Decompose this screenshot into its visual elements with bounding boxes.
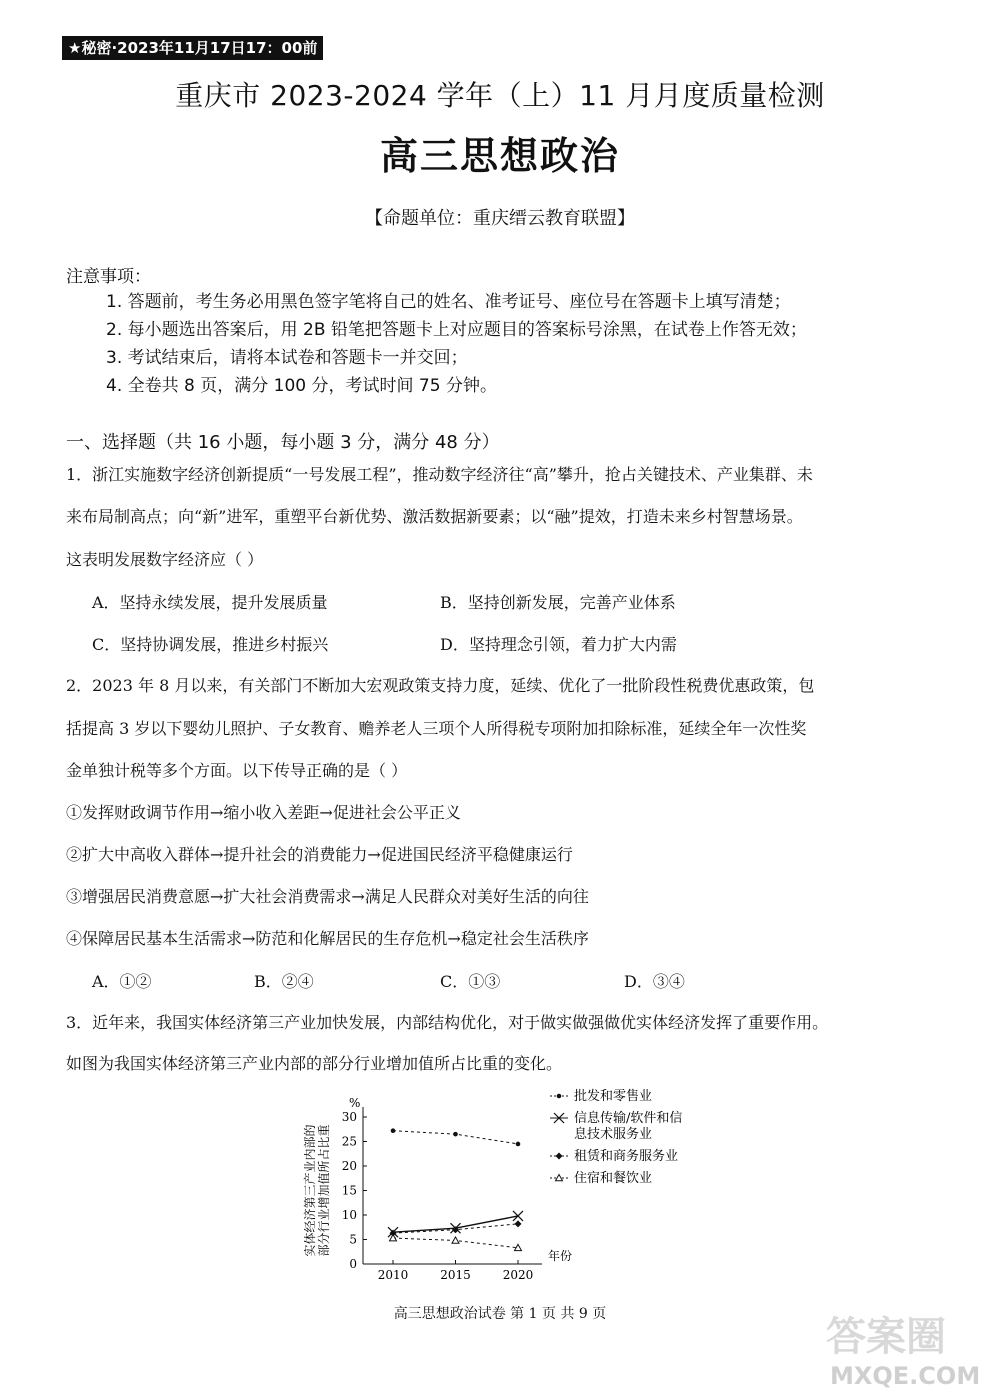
q1-stem-line: 来布局制高点；向“新”进军，重塑平台新优势、激活数据新要素；以“融”提效，打造未来乡村智慧场景。 <box>66 507 803 526</box>
legend-label: 息技术服务业 <box>574 1127 653 1142</box>
q2-statement: ①发挥财政调节作用→缩小收入差距→促进社会公平正义 <box>66 803 461 822</box>
y-tick-label: 5 <box>349 1232 357 1247</box>
q2-option-c: C．①③ <box>440 972 501 991</box>
legend-label: 批发和零售业 <box>574 1089 653 1104</box>
legend-item <box>550 1088 652 1104</box>
series-2 <box>388 1211 523 1237</box>
legend-label: 租赁和商务服务业 <box>574 1149 679 1164</box>
q1-stem-line: 1．浙江实施数字经济创新提质“一号发展工程”，推动数字经济往“高”攀升，抢占关键技术、产业集群、未 <box>66 465 813 484</box>
legend-marker <box>556 1175 563 1181</box>
y-tick-label: 0 <box>349 1257 357 1271</box>
watermark-logo <box>820 1300 990 1388</box>
legend-marker <box>557 1094 562 1099</box>
exam-title: 重庆市 2023-2024 学年（上）11 月月度质量检测 <box>175 79 825 112</box>
series-1 <box>391 1128 521 1146</box>
x-tick-label: 2010 <box>377 1268 409 1282</box>
notice-heading: 注意事项： <box>66 267 151 287</box>
q2-statement: ③增强居民消费意愿→扩大社会消费需求→满足人民群众对美好生活的向往 <box>66 887 589 906</box>
subject-title: 高三思想政治 <box>379 134 620 178</box>
svg-text:实体经济第三产业内部的: 实体经济第三产业内部的 <box>303 1124 317 1257</box>
section-heading: 一、选择题（共 16 小题，每小题 3 分，满分 48 分） <box>66 432 500 453</box>
legend-item <box>550 1110 682 1142</box>
data-point <box>453 1132 458 1137</box>
watermark-text: 答案圈 <box>826 1314 946 1360</box>
y-tick-label: 15 <box>341 1183 357 1198</box>
q1-option-d: D．坚持理念引领，着力扩大内需 <box>440 635 677 654</box>
notice-item: 1. 答题前，考生务必用黑色签字笔将自己的姓名、准考证号、座位号在答题卡上填写清楚； <box>106 292 791 312</box>
author-unit: 【命题单位：重庆缙云教育联盟】 <box>365 208 635 229</box>
q2-stem-line: 金单独计税等多个方面。以下传导正确的是（ ） <box>66 761 408 780</box>
q3-stem-line: 3．近年来，我国实体经济第三产业加快发展，内部结构优化，对于做实做强做优实体经济发挥了重要作用。 <box>66 1013 829 1032</box>
q2-option-b: B．②④ <box>254 972 314 991</box>
legend-label: 信息传输/软件和信 <box>574 1111 683 1126</box>
legend-item <box>550 1148 678 1164</box>
legend-item <box>550 1170 652 1186</box>
notice-item: 2. 每小题选出答案后，用 2B 铅笔把答题卡上对应题目的答案标号涂黑，在试卷上作答无效； <box>106 320 807 340</box>
x-tick-label: 2020 <box>502 1268 534 1282</box>
watermark-url: MXQE.COM <box>830 1362 981 1388</box>
y-axis-label <box>302 1124 331 1256</box>
legend-label: 住宿和餐饮业 <box>574 1171 653 1186</box>
series-4 <box>390 1235 522 1251</box>
industry-share-line-chart <box>300 1084 720 1294</box>
x-axis-label: 年份 <box>548 1249 573 1263</box>
svg-text:部分行业增加值所占比重: 部分行业增加值所占比重 <box>317 1124 331 1257</box>
q3-stem-line: 如图为我国实体经济第三产业内部的部分行业增加值所占比重的变化。 <box>66 1054 563 1073</box>
y-tick-label: 30 <box>341 1110 357 1124</box>
q2-statement: ②扩大中高收入群体→提升社会的消费能力→促进国民经济平稳健康运行 <box>66 845 573 864</box>
y-tick-label: 10 <box>341 1208 357 1222</box>
y-tick-label: 25 <box>341 1134 357 1149</box>
x-tick-label: 2015 <box>440 1268 471 1282</box>
q1-stem-line: 这表明发展数字经济应（ ） <box>66 550 264 569</box>
data-point <box>516 1142 521 1147</box>
q2-stem-line: 括提高 3 岁以下婴幼儿照护、子女教育、赡养老人三项个人所得税专项附加扣除标准，延续全年一次性奖 <box>66 719 807 738</box>
notice-item: 3. 考试结束后，请将本试卷和答题卡一并交回； <box>106 348 468 368</box>
q1-option-a: A．坚持永续发展，提升发展质量 <box>92 593 328 612</box>
y-axis-unit: % <box>349 1096 361 1110</box>
legend-marker <box>556 1153 563 1160</box>
q1-option-b: B．坚持创新发展，完善产业体系 <box>440 593 676 612</box>
y-tick-label: 20 <box>341 1159 357 1173</box>
confidential-label: ★秘密·2023年11月17日17：00前 <box>62 36 323 60</box>
page-footer: 高三思想政治试卷 第 1 页 共 9 页 <box>393 1306 607 1322</box>
series-3 <box>390 1220 522 1236</box>
q2-statement: ④保障居民基本生活需求→防范和化解居民的生存危机→稳定社会生活秩序 <box>66 929 589 948</box>
q1-option-c: C．坚持协调发展，推进乡村振兴 <box>92 635 329 654</box>
data-point <box>515 1244 522 1250</box>
q2-option-d: D．③④ <box>624 972 685 991</box>
q2-stem-line: 2．2023 年 8 月以来，有关部门不断加大宏观政策支持力度，延续、优化了一批阶段性税费优惠政策，包 <box>66 676 815 695</box>
q2-option-a: A．①② <box>92 972 152 991</box>
data-point <box>391 1128 396 1133</box>
notice-item: 4. 全卷共 8 页，满分 100 分，考试时间 75 分钟。 <box>106 376 497 396</box>
notice-list <box>106 289 807 401</box>
data-point <box>515 1220 522 1227</box>
